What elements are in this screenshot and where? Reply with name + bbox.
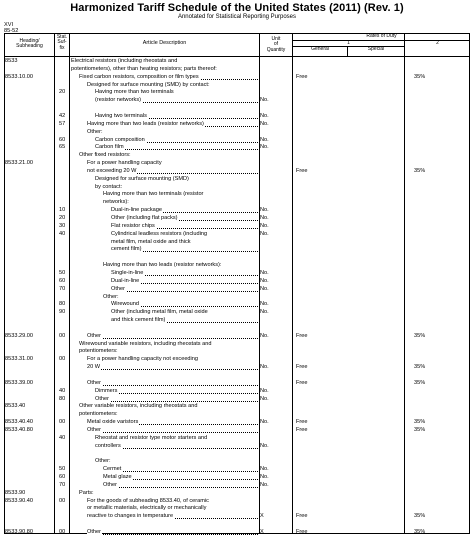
description-text: by contact: xyxy=(95,183,123,190)
article-description xyxy=(103,473,258,481)
article-description xyxy=(87,528,258,536)
unit-of-quantity: No. xyxy=(260,285,269,292)
article-description xyxy=(111,277,258,285)
rates-of-duty-header: Rates of Duty xyxy=(366,33,397,39)
article-description xyxy=(87,363,258,371)
table-row xyxy=(4,57,470,65)
stat-suffix: 70 xyxy=(59,285,66,292)
article-description xyxy=(111,245,258,253)
table-row xyxy=(4,418,470,426)
heading-subheading: 8533.40.40 xyxy=(5,419,33,426)
leader-dots xyxy=(87,528,258,535)
stat-suffix: 57 xyxy=(59,120,66,127)
article-description xyxy=(87,159,288,167)
table-row xyxy=(4,136,470,144)
article-description xyxy=(71,520,288,528)
table-row xyxy=(4,143,470,151)
stat-suffix: 60 xyxy=(59,474,66,481)
article-description xyxy=(79,340,288,348)
unit-of-quantity: No. xyxy=(260,215,269,221)
description-text: Dual-in-line package xyxy=(111,207,162,214)
article-description xyxy=(79,489,288,497)
description-text: and thick cement film) xyxy=(111,317,166,324)
stat-suffix: 40 xyxy=(59,434,66,441)
table-row xyxy=(4,347,470,355)
article-description xyxy=(111,206,258,214)
description-text: Other (including metal film, metal oxide xyxy=(111,309,208,316)
description-text: Wirewound xyxy=(111,301,139,308)
article-description xyxy=(103,261,288,269)
description-text: potentiometers: xyxy=(79,348,118,355)
article-description xyxy=(95,96,258,104)
article-description xyxy=(87,418,258,426)
table-row xyxy=(4,363,470,371)
unit-of-quantity: No. xyxy=(260,120,269,127)
article-description xyxy=(95,143,258,151)
description-text: networks): xyxy=(103,199,129,206)
stat-suffix-column-header: Stat. Suf- fix xyxy=(56,34,68,51)
table-row xyxy=(4,198,470,206)
unit-of-quantity: No. xyxy=(260,442,269,449)
description-text: Other xyxy=(87,332,101,339)
table-row xyxy=(4,261,470,269)
general-rate: Free xyxy=(296,529,308,535)
description-text: For a power handling capacity not exceeding xyxy=(87,356,199,363)
table-row xyxy=(4,222,470,230)
description-text: 20 W xyxy=(87,364,101,371)
article-description xyxy=(111,285,258,293)
description-text: Other xyxy=(95,395,109,402)
article-description xyxy=(111,222,258,230)
article-description xyxy=(79,151,288,159)
description-text: reactive to changes in temperature xyxy=(87,513,174,520)
description-text: controllers xyxy=(95,442,121,449)
description-text: Designed for surface mounting (SMD) xyxy=(95,175,189,182)
table-row xyxy=(4,481,470,489)
table-row xyxy=(4,426,470,434)
table-row xyxy=(4,159,470,167)
description-text: (resistor networks) xyxy=(95,97,142,104)
article-description xyxy=(71,104,288,112)
description-text: Dual-in-line xyxy=(111,277,140,284)
unit-of-quantity: No. xyxy=(260,144,269,151)
table-row xyxy=(4,104,470,112)
stat-suffix: 30 xyxy=(59,222,66,229)
leader-dots xyxy=(111,285,258,292)
general-rate-header: General xyxy=(311,46,329,52)
article-description xyxy=(87,504,288,512)
description-text xyxy=(71,254,72,260)
stat-suffix: 00 xyxy=(59,332,66,339)
unit-of-quantity: No. xyxy=(260,222,269,229)
heading-column-header: Heading/ Subheading xyxy=(16,38,43,50)
table-row xyxy=(4,395,470,403)
table-row xyxy=(4,293,470,301)
article-description xyxy=(71,253,288,261)
heading-subheading: 8533 xyxy=(5,58,18,64)
article-description xyxy=(103,481,258,489)
stat-suffix: 90 xyxy=(59,309,66,316)
unit-of-quantity: No. xyxy=(260,269,269,276)
table-row xyxy=(4,473,470,481)
heading-subheading: 8533.40 xyxy=(5,403,26,410)
table-row xyxy=(4,73,470,81)
description-text: Carbon composition xyxy=(95,136,145,143)
article-description xyxy=(87,167,258,175)
general-rate: Free xyxy=(296,364,308,371)
article-description xyxy=(111,269,258,277)
stat-suffix: 60 xyxy=(59,277,66,284)
table-row xyxy=(4,285,470,293)
unit-of-quantity: No. xyxy=(260,97,269,104)
stat-suffix: 80 xyxy=(59,301,66,308)
column-2-rate: 35% xyxy=(414,364,426,371)
article-description xyxy=(111,300,258,308)
column-2-rate: 35% xyxy=(414,529,426,535)
stat-suffix: 00 xyxy=(59,529,66,535)
article-description xyxy=(111,316,258,324)
stat-suffix: 50 xyxy=(59,466,66,473)
table-row xyxy=(4,277,470,285)
general-rate: Free xyxy=(296,332,308,339)
general-rate: Free xyxy=(296,419,308,426)
table-row xyxy=(4,528,470,536)
table-row xyxy=(4,128,470,136)
unit-of-quantity: No. xyxy=(260,332,269,339)
table-row xyxy=(4,253,470,261)
table-row xyxy=(4,214,470,222)
table-row xyxy=(4,512,470,520)
table-row xyxy=(4,230,470,238)
description-text: Other xyxy=(87,529,101,535)
table-row xyxy=(4,65,470,73)
article-description xyxy=(87,426,258,434)
general-rate: Free xyxy=(296,73,308,80)
description-text: For a power handling capacity xyxy=(87,160,162,167)
article-description xyxy=(87,512,258,520)
article-description xyxy=(111,238,288,246)
heading-subheading: 8533.40.80 xyxy=(5,426,33,433)
description-text xyxy=(71,451,72,457)
description-text: Having two terminals xyxy=(95,112,147,119)
unit-of-quantity: No. xyxy=(260,387,269,394)
description-text: Carbon film xyxy=(95,144,124,151)
article-description xyxy=(103,198,288,206)
article-description xyxy=(79,402,288,410)
unit-of-quantity: No. xyxy=(260,364,269,371)
table-row xyxy=(4,520,470,528)
table-row xyxy=(4,175,470,183)
table-row xyxy=(4,497,470,505)
general-rate: Free xyxy=(296,379,308,386)
stat-suffix: 80 xyxy=(59,395,66,402)
table-row xyxy=(4,183,470,191)
section-number: XVI xyxy=(4,22,14,28)
description-text: Having more than two leads (resistor networks): xyxy=(103,262,222,269)
article-description xyxy=(95,175,288,183)
description-text: potentiometers), other than heating resistors; parts thereof: xyxy=(71,65,217,72)
table-row xyxy=(4,206,470,214)
article-description xyxy=(71,450,288,458)
description-text: Cermet xyxy=(103,466,122,473)
stat-suffix: 42 xyxy=(59,112,66,119)
table-row xyxy=(4,300,470,308)
table-row xyxy=(4,402,470,410)
table-row xyxy=(4,238,470,246)
article-description xyxy=(87,81,288,89)
leader-dots xyxy=(103,465,258,472)
stat-suffix: 65 xyxy=(59,144,66,151)
stat-suffix: 20 xyxy=(59,215,66,221)
article-description xyxy=(79,410,288,418)
description-text: potentiometers: xyxy=(79,411,118,418)
heading-subheading: 8533.39.00 xyxy=(5,379,33,386)
column-2-rate: 35% xyxy=(414,332,426,339)
article-description xyxy=(95,88,288,96)
description-text: Other xyxy=(111,285,125,292)
table-row xyxy=(4,269,470,277)
article-description xyxy=(71,57,288,65)
document-title: Harmonized Tariff Schedule of the United States (2011) (Rev. 1) xyxy=(70,2,404,14)
table-row xyxy=(4,324,470,332)
stat-suffix: 70 xyxy=(59,481,66,488)
unit-column-header: Unit of Quantity xyxy=(266,36,286,53)
heading-subheading: 8533.31.00 xyxy=(5,356,33,363)
article-description xyxy=(87,120,258,128)
table-row xyxy=(4,504,470,512)
stat-suffix: 40 xyxy=(59,387,66,394)
article-description xyxy=(87,379,258,387)
stat-suffix: 00 xyxy=(59,419,66,426)
description-text xyxy=(71,372,72,378)
table-row xyxy=(4,245,470,253)
table-row xyxy=(4,308,470,316)
column-2-rate: 35% xyxy=(414,513,426,520)
unit-of-quantity: No. xyxy=(260,230,269,237)
leader-dots xyxy=(87,363,258,370)
description-text: Fixed carbon resistors, composition or film types xyxy=(79,73,199,80)
stat-suffix: 10 xyxy=(59,207,66,214)
description-text: Other (including flat packs) xyxy=(111,215,178,221)
article-description xyxy=(95,395,258,403)
table-row xyxy=(4,355,470,363)
article-description xyxy=(103,190,288,198)
description-text: metal film, metal oxide and thick xyxy=(111,238,191,245)
article-description xyxy=(95,136,258,144)
description-text: Single-in-line xyxy=(111,269,144,276)
article-description xyxy=(87,355,288,363)
table-row xyxy=(4,457,470,465)
description-text: Other: xyxy=(87,128,103,135)
heading-subheading: 8533.29.00 xyxy=(5,332,33,339)
article-description xyxy=(95,434,288,442)
article-description xyxy=(71,371,288,379)
table-row xyxy=(4,120,470,128)
stat-suffix: 50 xyxy=(59,269,66,276)
description-text xyxy=(71,521,72,527)
description-text: Having more than two terminals (resistor xyxy=(103,191,204,198)
article-description xyxy=(95,183,288,191)
article-description xyxy=(87,497,288,505)
unit-of-quantity: No. xyxy=(260,474,269,481)
description-text: Designed for surface mounting (SMD) by contact: xyxy=(87,81,210,88)
unit-of-quantity: X xyxy=(260,529,264,535)
table-row xyxy=(4,434,470,442)
description-text: Parts: xyxy=(79,489,94,496)
table-row xyxy=(4,332,470,340)
heading-subheading: 8533.10.00 xyxy=(5,73,33,80)
table-row xyxy=(4,442,470,450)
unit-of-quantity: No. xyxy=(260,395,269,402)
special-rate-header: Special xyxy=(367,46,385,52)
table-row xyxy=(4,151,470,159)
article-description xyxy=(95,112,258,120)
stat-suffix: 00 xyxy=(59,356,66,363)
unit-of-quantity: No. xyxy=(260,419,269,426)
column-2-rate: 35% xyxy=(414,419,426,426)
general-rate: Free xyxy=(296,426,308,433)
article-description xyxy=(103,293,288,301)
rate-column-2-header: 2 xyxy=(436,39,439,46)
article-description xyxy=(111,214,258,222)
column-2-rate: 35% xyxy=(414,73,426,80)
stat-suffix: 60 xyxy=(59,136,66,143)
heading-subheading: 8533.21.00 xyxy=(5,160,33,167)
table-row xyxy=(4,88,470,96)
leader-dots xyxy=(87,379,258,386)
leader-dots xyxy=(95,387,258,394)
column-2-rate: 35% xyxy=(414,379,426,386)
description-text: Other xyxy=(103,481,117,488)
description-text: For the goods of subheading 8533.40, of ceramic xyxy=(87,497,209,504)
table-row xyxy=(4,190,470,198)
description-text: Other: xyxy=(103,293,119,300)
general-rate: Free xyxy=(296,513,308,520)
unit-of-quantity: No. xyxy=(260,481,269,488)
description-text: cement film) xyxy=(111,246,142,253)
table-row xyxy=(4,379,470,387)
article-description xyxy=(95,387,258,395)
description-text: Metal oxide varistors xyxy=(87,419,139,426)
table-row xyxy=(4,465,470,473)
description-text: Other: xyxy=(95,458,111,465)
article-description xyxy=(103,465,258,473)
table-row xyxy=(4,316,470,324)
description-text: Metal glaze xyxy=(103,474,132,481)
chapter-range: 85-52 xyxy=(4,28,19,34)
document-subtitle: Annotated for Statistical Reporting Purposes xyxy=(177,14,297,20)
heading-subheading: 8533.90.40 xyxy=(5,497,33,504)
article-description-column-header: Article Description xyxy=(142,40,187,46)
table-row xyxy=(4,450,470,458)
description-text: Having more than two terminals xyxy=(95,89,174,96)
description-text: not exceeding 20 W xyxy=(87,167,137,174)
stat-suffix: 00 xyxy=(59,497,66,504)
table-row xyxy=(4,96,470,104)
unit-of-quantity: X xyxy=(260,513,264,520)
unit-of-quantity: No. xyxy=(260,466,269,473)
description-text xyxy=(71,325,72,331)
description-text: Other fixed resistors: xyxy=(79,152,131,159)
description-text: Other xyxy=(87,426,101,433)
leader-dots xyxy=(103,481,258,488)
article-description xyxy=(95,457,288,465)
stat-suffix: 20 xyxy=(59,89,66,96)
table-row xyxy=(4,371,470,379)
description-text: Flat resistor chips xyxy=(111,222,155,229)
description-text: Other xyxy=(87,379,101,386)
article-description xyxy=(87,332,258,340)
table-row xyxy=(4,410,470,418)
unit-of-quantity: No. xyxy=(260,309,269,316)
unit-of-quantity: No. xyxy=(260,277,269,284)
description-text: Other variable resistors, including rheostats and xyxy=(79,403,198,410)
column-2-rate: 35% xyxy=(414,167,426,174)
article-description xyxy=(79,347,288,355)
article-description xyxy=(87,128,288,136)
leader-dots xyxy=(87,426,258,433)
table-row xyxy=(4,167,470,175)
heading-subheading: 8533.90.80 xyxy=(5,529,33,535)
leader-dots xyxy=(87,332,258,339)
table-row xyxy=(4,387,470,395)
description-text: Cylindrical leadless resistors (including xyxy=(111,230,208,237)
stat-suffix: 40 xyxy=(59,230,66,237)
description-text: Electrical resistors (including rheostats and xyxy=(71,58,178,64)
table-row xyxy=(4,112,470,120)
table-row xyxy=(4,81,470,89)
article-description xyxy=(71,324,288,332)
description-text: Having more than two leads (resistor networks) xyxy=(87,120,204,127)
description-text: Dimmers xyxy=(95,387,118,394)
unit-of-quantity: No. xyxy=(260,207,269,214)
description-text: or metallic materials, electrically or mechanically xyxy=(87,505,207,512)
description-text: Wirewound variable resistors, including rheostats and xyxy=(79,340,212,347)
description-text: Rheostat and resistor type motor starters and xyxy=(95,434,208,441)
unit-of-quantity: No. xyxy=(260,301,269,308)
article-description xyxy=(79,73,258,81)
general-rate: Free xyxy=(296,167,308,174)
unit-of-quantity: No. xyxy=(260,136,269,143)
unit-of-quantity: No. xyxy=(260,112,269,119)
rate-column-1-header: 1 xyxy=(347,39,350,46)
heading-subheading: 8533.90 xyxy=(5,489,26,496)
table-row xyxy=(4,489,470,497)
description-text xyxy=(71,105,72,111)
leader-dots xyxy=(95,395,258,402)
article-description xyxy=(95,442,258,450)
article-description xyxy=(71,65,288,73)
column-2-rate: 35% xyxy=(414,426,426,433)
table-row xyxy=(4,340,470,348)
